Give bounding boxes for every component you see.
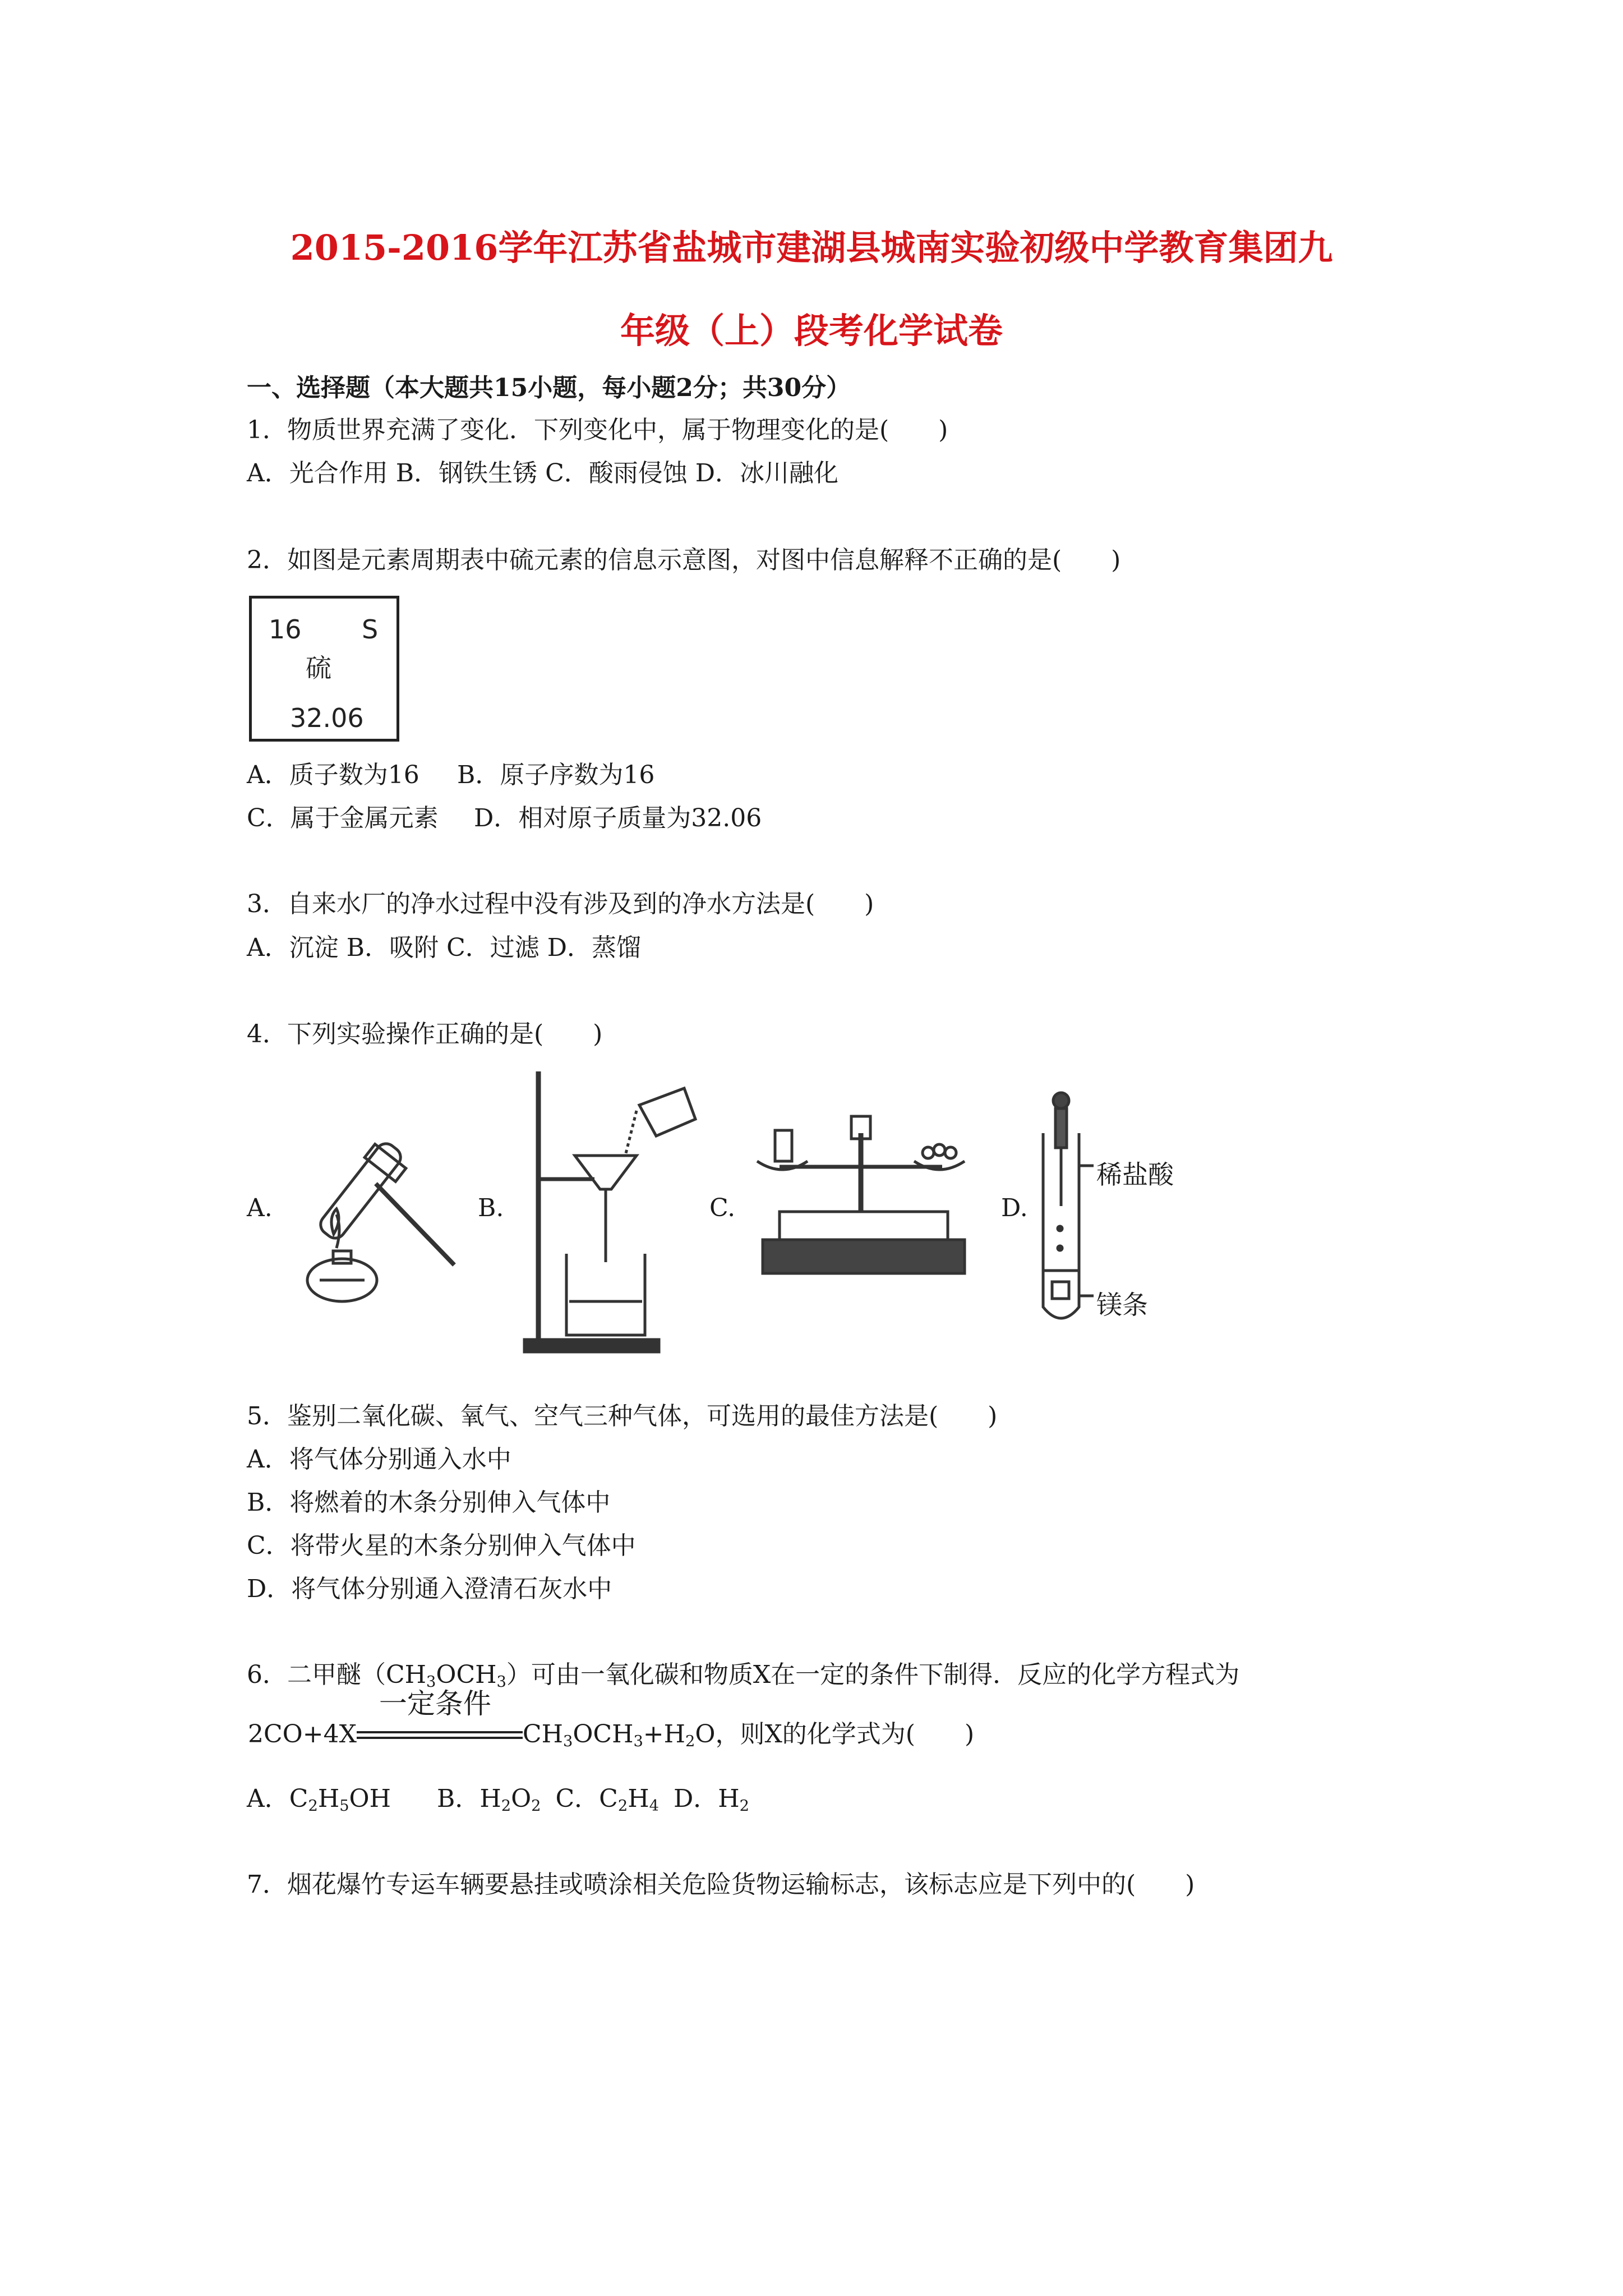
question-1-stem: 1．物质世界充满了变化．下列变化中，属于物理变化的是( ) — [247, 416, 948, 444]
element-card-sulfur — [249, 596, 399, 742]
question-5-option-d: D．将气体分别通入澄清石灰水中 — [247, 1575, 612, 1603]
question-5-option-b: B．将燃着的木条分别伸入气体中 — [247, 1488, 611, 1517]
question-2-option-b: B．原子序数为16 — [457, 761, 655, 789]
question-6-option-c: C．$C_2H_4$ — [555, 1784, 659, 1815]
question-1-options: A．光合作用 B．钢铁生锈 C．酸雨侵蚀 D．冰川融化 — [247, 459, 839, 487]
question-2-option-c: C．属于金属元素 — [247, 804, 439, 832]
element-mass: 32.06 — [290, 703, 364, 733]
question-7-stem: 7．烟花爆竹专运车辆要悬挂或喷涂相关危险货物运输标志，该标志应是下列中的( ) — [247, 1870, 1195, 1899]
question-6-option-a: A．$C_2H_5OH$ — [247, 1784, 391, 1815]
section-heading: 一、选择题（本大题共15小题，每小题2分；共30分） — [247, 374, 851, 402]
question-3-options: A．沉淀 B．吸附 C．过滤 D．蒸馏 — [247, 933, 642, 962]
equation-left: 2CO+4X — [248, 1720, 357, 1749]
equation-condition: 一定条件 — [379, 1687, 491, 1720]
question-5-option-c: C．将带火星的木条分别伸入气体中 — [247, 1531, 636, 1560]
figure-label-a: A. — [247, 1194, 273, 1222]
label-magnesium-strip: 镁条 — [1096, 1290, 1148, 1320]
question-4-stem: 4．下列实验操作正确的是( ) — [247, 1020, 603, 1048]
element-number: 16 — [269, 614, 302, 645]
question-6-option-b: B．$H_2O_2$ — [437, 1784, 541, 1815]
element-symbol: S — [362, 614, 379, 645]
element-name: 硫 — [306, 653, 331, 683]
exam-title-line2: 年级（上）段考化学试卷 — [620, 310, 1003, 351]
question-5-stem: 5．鉴别二氧化碳、氧气、空气三种气体，可选用的最佳方法是( ) — [247, 1402, 998, 1430]
figure-a-test-tube-heating — [275, 1122, 499, 1307]
question-6-equation: 2CO+4X 一定条件 $CH_3OCH_3+H_2O$，则X的化学式为( ) — [248, 1687, 975, 1750]
figure-label-d: D. — [1001, 1194, 1028, 1222]
figure-label-c: C. — [709, 1194, 736, 1222]
question-2-stem: 2．如图是元素周期表中硫元素的信息示意图，对图中信息解释不正确的是( ) — [247, 546, 1121, 574]
figure-label-b: B. — [478, 1194, 504, 1222]
figure-c-balance — [746, 1099, 981, 1285]
equation-condition-arrow — [357, 1687, 523, 1747]
figure-b-filtration — [516, 1066, 701, 1358]
question-2-option-a: A．质子数为16 — [247, 761, 419, 789]
question-6-stem: 6．二甲醚$(CH_3OCH_3)$可由一氧化碳和物质X在一定的条件下制得．反应的化学方程式为 — [247, 1660, 1240, 1691]
exam-title-line1: 2015-2016学年江苏省盐城市建湖县城南实验初级中学教育集团九 — [290, 227, 1333, 268]
question-3-stem: 3．自来水厂的净水过程中没有涉及到的净水方法是( ) — [247, 890, 874, 918]
question-6-options — [247, 1784, 749, 1815]
label-dilute-hcl: 稀盐酸 — [1096, 1159, 1174, 1190]
question-6-option-d: D．$H_2$ — [673, 1784, 749, 1815]
question-5-option-a: A．将气体分别通入水中 — [247, 1445, 511, 1474]
question-2-option-d: D．相对原子质量为32.06 — [474, 804, 762, 832]
